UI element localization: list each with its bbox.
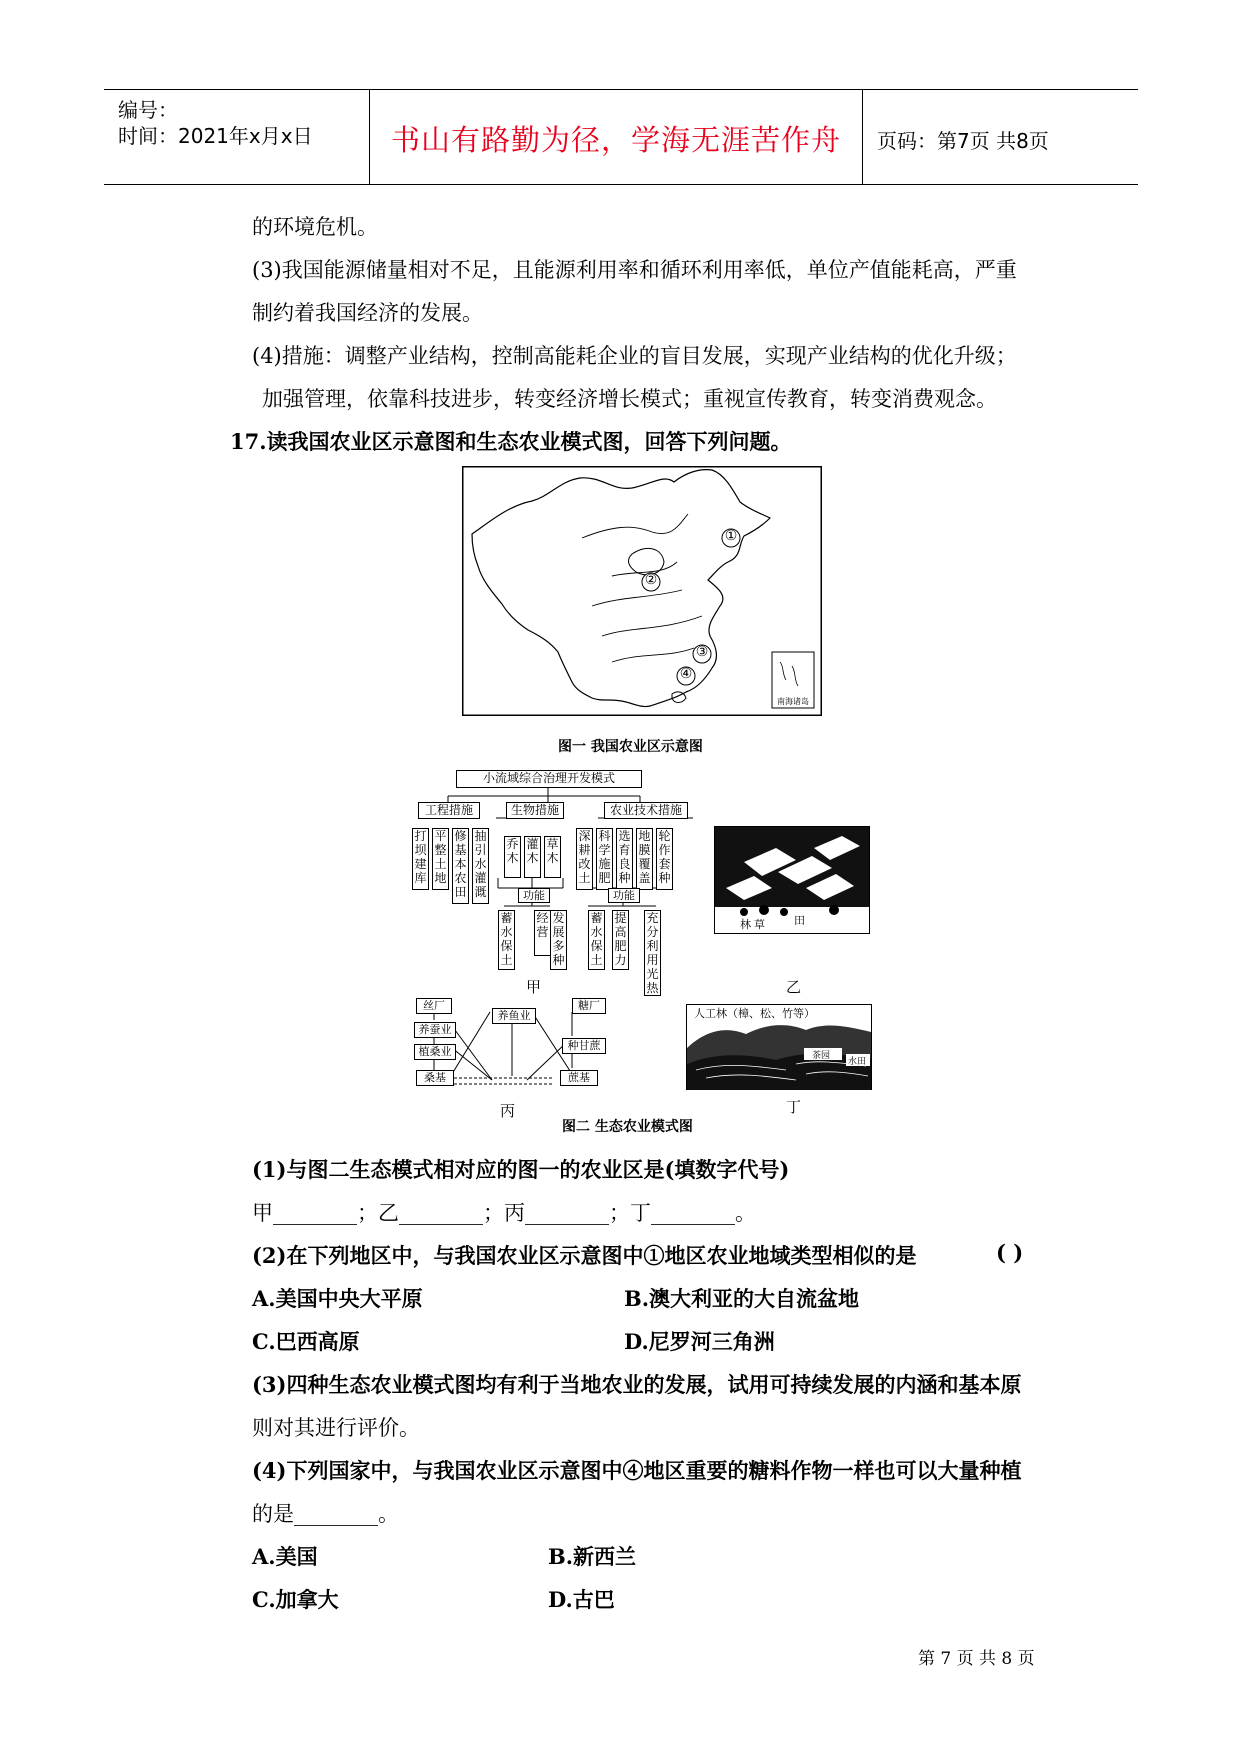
motto: 书山有路勤为径，学海无涯苦作舟 bbox=[390, 123, 841, 157]
jia-agr-item-4: 地膜覆盖 bbox=[636, 828, 653, 890]
bing-mulberry-dike: 桑基 bbox=[416, 1070, 454, 1086]
question-17: 17.读我国农业区示意图和生态农业模式图，回答下列问题。 bbox=[230, 429, 792, 454]
body-line-5: 加强管理，依靠科技进步，转变经济增长模式；重视宣传教育，转变消费观念。 bbox=[262, 387, 997, 411]
ding-paddy-label: 水田 bbox=[848, 1057, 867, 1067]
question-4-line-2: 的是________。 bbox=[252, 1502, 399, 1526]
yi-forest-label: 林 bbox=[740, 918, 751, 931]
jia-bio-item-1: 乔木 bbox=[504, 836, 521, 878]
body-line-4: (4)措施：调整产业结构，控制高能耗企业的盲目发展，实现产业结构的优化升级； bbox=[252, 344, 1017, 368]
header-info-cell bbox=[104, 90, 370, 184]
question-4-option-c: C.加拿大 bbox=[252, 1587, 339, 1612]
china-map-outline bbox=[462, 466, 822, 716]
jia-agr-item-2: 科学施肥 bbox=[596, 828, 613, 890]
figure-1-caption: 图一 我国农业区示意图 bbox=[558, 739, 703, 755]
question-2-option-c: C.巴西高原 bbox=[252, 1329, 360, 1354]
question-2-option-d: D.尼罗河三角洲 bbox=[624, 1329, 775, 1354]
bing-silk-factory: 丝厂 bbox=[416, 998, 452, 1014]
ding-tea-label: 茶园 bbox=[812, 1051, 831, 1061]
diagram-bing-label: 丙 bbox=[500, 1102, 516, 1120]
jia-bio-item-2: 灌木 bbox=[524, 836, 541, 878]
page-label: 页码：第7页 共8页 bbox=[877, 129, 1049, 153]
diagram-yi-label: 乙 bbox=[786, 978, 802, 996]
question-3-line-1: (3)四种生态农业模式图均有利于当地农业的发展，试用可持续发展的内涵和基本原 bbox=[252, 1372, 1022, 1397]
question-4-option-d: D.古巴 bbox=[548, 1587, 615, 1612]
diagram-bing bbox=[412, 996, 608, 1092]
question-1-blanks: 甲________；乙________；丙________；丁________。 bbox=[252, 1201, 756, 1225]
diagram-jia bbox=[408, 770, 698, 995]
jia-eng-item-3: 修基本农田 bbox=[452, 828, 469, 904]
yi-illustration bbox=[714, 826, 870, 934]
jia-func-agr-1: 蓄水保土 bbox=[588, 910, 605, 970]
ding-forest-label: 人工林（樟、松、竹等） bbox=[694, 1007, 815, 1020]
map-region-2-label: ② bbox=[644, 572, 658, 588]
jia-eng-item-1: 打坝建库 bbox=[412, 828, 429, 890]
jia-eng-item-4: 抽引水灌溉 bbox=[472, 828, 489, 904]
jia-eng-item-2: 平整土地 bbox=[432, 828, 449, 890]
question-4-line-1: (4)下列国家中，与我国农业区示意图中④地区重要的糖料作物一样也可以大量种植 bbox=[252, 1458, 1022, 1483]
page-header bbox=[104, 89, 1138, 185]
map-inset-label: 南海诸岛 bbox=[777, 697, 809, 706]
jia-engineering-box: 工程措施 bbox=[418, 802, 480, 819]
body-line-1: 的环境危机。 bbox=[252, 215, 378, 239]
serial-label: 编号： bbox=[118, 98, 178, 122]
bing-sugarcane-planting: 种甘蔗 bbox=[562, 1038, 606, 1054]
diagram-ding-label: 丁 bbox=[786, 1098, 802, 1116]
jia-func-agr-3: 充分利用光热 bbox=[644, 910, 661, 996]
bing-mulberry-planting: 植桑业 bbox=[414, 1044, 456, 1060]
question-2-option-a: A.美国中央大平原 bbox=[252, 1286, 423, 1311]
yi-field-label: 田 bbox=[794, 914, 805, 927]
jia-func-bio-1: 蓄水保土 bbox=[498, 910, 515, 970]
map-region-1-label: ① bbox=[724, 528, 738, 544]
jia-top-box: 小流域综合治理开发模式 bbox=[456, 770, 642, 788]
question-2-answer-paren: ( ) bbox=[996, 1240, 1024, 1265]
jia-bio-item-3: 草木 bbox=[544, 836, 561, 878]
yi-grass-label: 草 bbox=[754, 918, 765, 931]
agriculture-region-map bbox=[462, 466, 822, 716]
jia-function-box-1: 功能 bbox=[518, 888, 550, 903]
question-2: (2)在下列地区中，与我国农业区示意图中①地区农业地域类型相似的是 bbox=[252, 1243, 917, 1268]
jia-biological-box: 生物措施 bbox=[506, 802, 564, 819]
body-line-3: 制约着我国经济的发展。 bbox=[252, 301, 483, 325]
bing-sugarcane-dike: 蔗基 bbox=[560, 1070, 598, 1086]
page-footer: 第 7 页 共 8 页 bbox=[918, 1649, 1035, 1669]
body-line-2: (3)我国能源储量相对不足，且能源利用率和循环利用率低，单位产值能耗高，严重 bbox=[252, 258, 1017, 282]
bing-fish-farming: 养鱼业 bbox=[492, 1008, 536, 1024]
jia-func-agr-2: 提高肥力 bbox=[612, 910, 629, 970]
jia-agr-item-3: 选育良种 bbox=[616, 828, 633, 890]
question-4-option-a: A.美国 bbox=[252, 1544, 318, 1569]
diagram-jia-label: 甲 bbox=[526, 978, 542, 996]
question-1: (1)与图二生态模式相对应的图一的农业区是(填数字代号) bbox=[252, 1157, 790, 1182]
question-4-option-b: B.新西兰 bbox=[548, 1544, 637, 1569]
question-3-line-2: 则对其进行评价。 bbox=[252, 1416, 420, 1440]
diagram-ding bbox=[686, 1004, 872, 1090]
jia-agri-tech-box: 农业技术措施 bbox=[604, 802, 688, 819]
date-label: 时间：2021年x月x日 bbox=[118, 124, 313, 148]
header-page-cell bbox=[863, 90, 1138, 184]
figure-2-caption: 图二 生态农业模式图 bbox=[562, 1119, 693, 1135]
map-region-4-label: ④ bbox=[679, 666, 693, 682]
question-2-option-b: B.澳大利亚的大自流盆地 bbox=[624, 1286, 860, 1311]
jia-func-bio-2: 经营 bbox=[534, 910, 551, 956]
jia-agr-item-1: 深耕改土 bbox=[576, 828, 593, 890]
jia-func-bio-3: 发展多种 bbox=[550, 910, 567, 970]
jia-function-box-2: 功能 bbox=[608, 888, 640, 903]
header-motto-cell bbox=[370, 90, 863, 184]
map-region-3-label: ③ bbox=[695, 644, 709, 660]
bing-sugar-factory: 糖厂 bbox=[572, 998, 606, 1014]
jia-agr-item-5: 轮作套种 bbox=[656, 828, 673, 890]
diagram-yi bbox=[714, 826, 870, 934]
bing-sericulture: 养蚕业 bbox=[414, 1022, 456, 1038]
